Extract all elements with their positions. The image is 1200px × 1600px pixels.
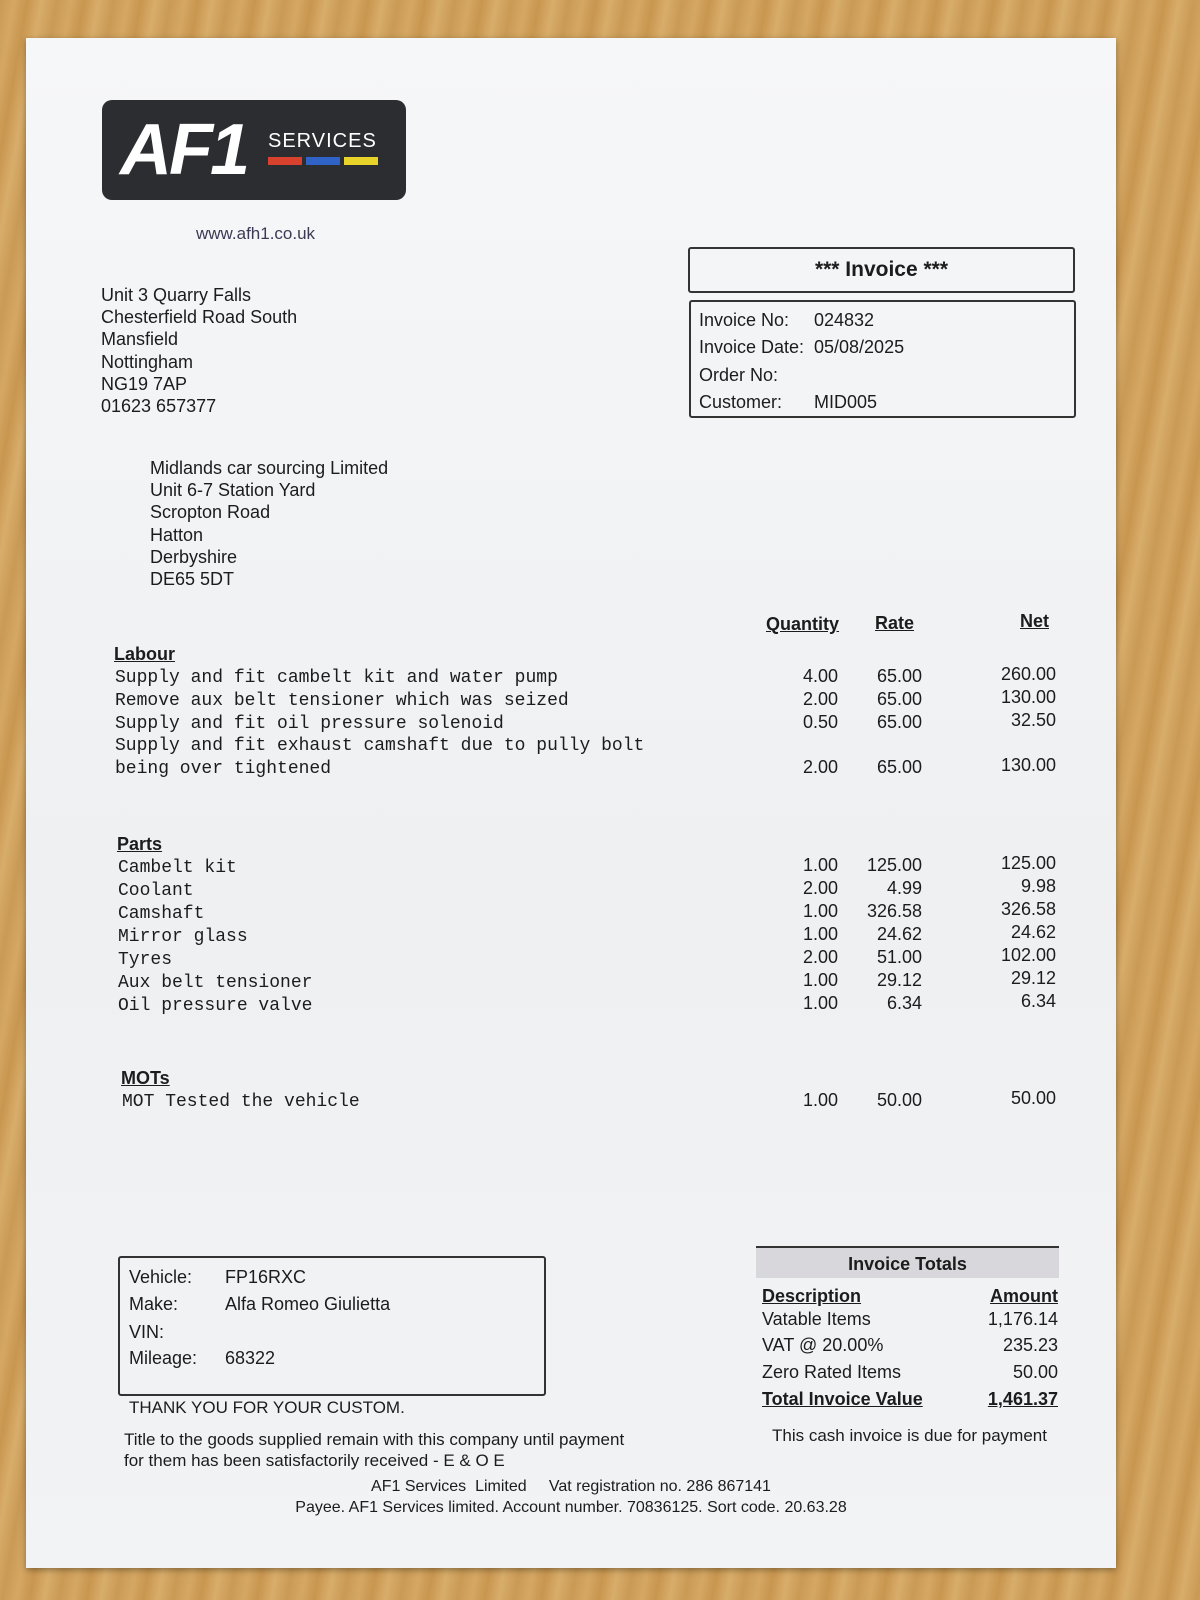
line-item-qty: 1.00	[802, 970, 838, 990]
vehicle-reg-row	[129, 1267, 306, 1288]
line-item-net: 125.00	[1000, 853, 1056, 873]
line-item-qty: 4.00	[802, 666, 838, 686]
invoice-date-row	[699, 337, 904, 358]
line-item-net: 9.98	[1020, 876, 1056, 896]
line-item-description: Oil pressure valve	[118, 996, 313, 1016]
logo-bar-yellow	[344, 157, 378, 165]
totals-row	[762, 1335, 1058, 1356]
vehicle-make-row	[129, 1294, 390, 1315]
vehicle-reg-label: Vehicle:	[129, 1267, 193, 1287]
company-phone: 01623 657377	[101, 396, 217, 417]
line-item-net: 6.34	[1020, 991, 1056, 1011]
company-vat-line: AF1 Services Limited Vat registration no. 286 867141	[371, 1478, 771, 1495]
line-item-description: Aux belt tensioner	[118, 973, 313, 993]
vehicle-make-label: Make:	[129, 1294, 179, 1314]
customer-code-label: Customer:	[699, 392, 783, 412]
invoice-date-label: Invoice Date:	[699, 337, 805, 357]
line-item-description-continued: being over tightened	[115, 759, 332, 779]
line-item-rate: 6.34	[886, 993, 922, 1013]
vehicle-mileage-label: Mileage:	[129, 1348, 198, 1368]
title-note-line-2: for them has been satisfactorily received - E & O E	[124, 1451, 505, 1470]
vehicle-mileage-row	[129, 1348, 275, 1369]
totals-row	[762, 1362, 1058, 1383]
line-item-rate: 50.00	[876, 1090, 922, 1110]
line-item-net: 50.00	[1010, 1088, 1056, 1108]
payment-due-note: This cash invoice is due for payment	[772, 1426, 1047, 1445]
customer-address	[150, 457, 388, 590]
invoice-number: 024832	[814, 310, 875, 330]
line-item-description: Supply and fit cambelt kit and water pump	[115, 668, 558, 688]
customer-address-line: Scropton Road	[150, 502, 271, 523]
quantity-column-header: Quantity	[766, 614, 840, 634]
logo-main-text: AF1	[120, 110, 248, 190]
line-item-net: 130.00	[1000, 755, 1056, 775]
total-invoice-value: 1,461.37	[987, 1389, 1058, 1409]
line-item-description: Tyres	[118, 950, 173, 970]
totals-amount-header: Amount	[990, 1286, 1058, 1306]
totals-row	[762, 1309, 1058, 1330]
total-invoice-value-row	[762, 1389, 1058, 1410]
customer-code-row	[699, 392, 877, 413]
invoice-details-box	[689, 300, 1076, 418]
vehicle-vin-label: VIN:	[129, 1322, 165, 1342]
total-invoice-value-label: Total Invoice Value	[762, 1389, 923, 1409]
vehicle-mileage: 68322	[225, 1348, 276, 1368]
line-item-qty: 1.00	[802, 924, 838, 944]
logo-color-bars	[268, 157, 378, 165]
logo-bar-blue	[306, 157, 340, 165]
company-address-line: Mansfield	[101, 329, 179, 350]
order-number-row	[699, 365, 814, 386]
line-item-rate: 65.00	[876, 757, 922, 777]
line-item-rate: 51.00	[876, 947, 922, 967]
line-item-description: Mirror glass	[118, 927, 248, 947]
customer-address-line: Hatton	[150, 524, 204, 545]
line-item-net: 130.00	[1000, 687, 1056, 707]
customer-code: MID005	[814, 392, 878, 412]
line-item-rate: 65.00	[876, 666, 922, 686]
customer-address-line: DE65 5DT	[150, 569, 235, 590]
vehicle-make: Alfa Romeo Giulietta	[225, 1294, 391, 1314]
line-item-qty: 2.00	[802, 878, 838, 898]
company-address-line: Nottingham	[101, 351, 194, 372]
line-item-qty: 2.00	[802, 947, 838, 967]
totals-description-header: Description	[762, 1286, 862, 1306]
company-logo	[102, 100, 406, 200]
line-item-rate: 4.99	[886, 878, 922, 898]
invoice-paper	[26, 38, 1116, 1568]
labour-heading: Labour	[114, 644, 175, 664]
line-item-rate: 125.00	[866, 855, 922, 875]
line-item-rate: 24.62	[876, 924, 922, 944]
line-item-rate: 65.00	[876, 712, 922, 732]
line-item-description: Supply and fit oil pressure solenoid	[115, 714, 504, 734]
line-item-qty: 1.00	[802, 1090, 838, 1110]
line-item-rate: 29.12	[876, 970, 922, 990]
line-item-net: 32.50	[1010, 710, 1056, 730]
logo-sub-text: SERVICES	[268, 130, 377, 152]
company-address-line: Unit 3 Quarry Falls	[101, 285, 252, 305]
company-website: www.afh1.co.uk	[196, 224, 316, 243]
line-item-description: Supply and fit exhaust camshaft due to pully bolt	[115, 736, 645, 756]
rate-column-header: Rate	[875, 613, 915, 633]
mots-heading: MOTs	[121, 1068, 170, 1088]
line-item-rate: 65.00	[876, 689, 922, 709]
vehicle-reg: FP16RXC	[225, 1267, 307, 1287]
title-note-line-1: Title to the goods supplied remain with this company until payment	[124, 1430, 625, 1449]
customer-address-line: Midlands car sourcing Limited	[150, 458, 389, 478]
customer-address-line: Derbyshire	[150, 546, 238, 567]
totals-heading: Invoice Totals	[756, 1246, 1059, 1278]
line-item-qty: 1.00	[802, 901, 838, 921]
line-item-qty: 1.00	[802, 855, 838, 875]
company-address	[101, 284, 297, 417]
totals-row-value: 50.00	[1012, 1362, 1058, 1382]
net-column-header: Net	[1020, 611, 1050, 631]
totals-row-label: Zero Rated Items	[762, 1362, 902, 1382]
invoice-date: 05/08/2025	[814, 337, 905, 357]
order-number-label: Order No:	[699, 365, 779, 385]
totals-row-value: 1,176.14	[987, 1309, 1058, 1329]
line-item-qty: 2.00	[802, 689, 838, 709]
customer-address-line: Unit 6-7 Station Yard	[150, 480, 316, 501]
line-item-qty: 0.50	[802, 712, 838, 732]
invoice-title: *** Invoice ***	[688, 247, 1075, 293]
parts-heading: Parts	[117, 834, 163, 854]
line-item-description: Cambelt kit	[118, 858, 237, 878]
vehicle-details-box	[118, 1256, 546, 1396]
line-item-net: 29.12	[1010, 968, 1056, 988]
company-address-line: NG19 7AP	[101, 373, 188, 394]
totals-row-label: VAT @ 20.00%	[762, 1335, 884, 1355]
line-item-net: 102.00	[1000, 945, 1056, 965]
line-item-description: Remove aux belt tensioner which was seized	[115, 691, 569, 711]
totals-column-headers	[762, 1286, 1058, 1307]
line-item-net: 260.00	[1000, 664, 1056, 684]
totals-row-value: 235.23	[1002, 1335, 1058, 1355]
vehicle-vin-row	[129, 1322, 225, 1343]
invoice-number-label: Invoice No:	[699, 310, 790, 330]
invoice-number-row	[699, 310, 874, 331]
line-item-net: 326.58	[1000, 899, 1056, 919]
totals-row-label: Vatable Items	[762, 1309, 871, 1329]
line-item-description: Coolant	[118, 881, 194, 901]
payee-bank-line: Payee. AF1 Services limited. Account number. 70836125. Sort code. 20.63.28	[295, 1499, 847, 1516]
thank-you-note: THANK YOU FOR YOUR CUSTOM.	[129, 1398, 405, 1417]
line-item-description: MOT Tested the vehicle	[122, 1092, 360, 1112]
logo-bar-red	[268, 157, 302, 165]
line-item-rate: 326.58	[866, 901, 922, 921]
line-item-qty: 2.00	[802, 757, 838, 777]
company-address-line: Chesterfield Road South	[101, 307, 298, 328]
line-item-qty: 1.00	[802, 993, 838, 1013]
line-item-description: Camshaft	[118, 904, 205, 924]
line-item-net: 24.62	[1010, 922, 1056, 942]
